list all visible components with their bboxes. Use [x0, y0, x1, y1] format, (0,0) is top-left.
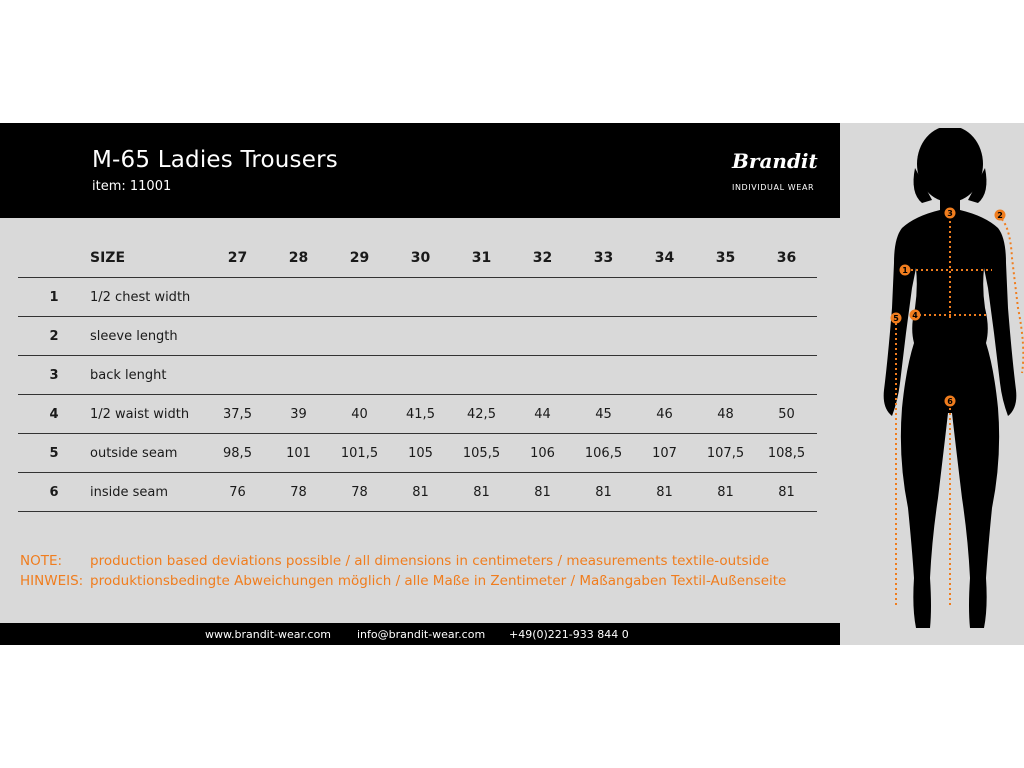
table-cell [634, 317, 695, 356]
table-cell: 81 [451, 473, 512, 512]
table-cell: 48 [695, 395, 756, 434]
note-row-de [20, 571, 786, 591]
table-cell: 78 [329, 473, 390, 512]
table-cell: 78 [268, 473, 329, 512]
table-cell: 101 [268, 434, 329, 473]
row-number: 2 [18, 317, 90, 356]
table-cell: 50 [756, 395, 817, 434]
table-row [18, 434, 817, 473]
table-cell: 108,5 [756, 434, 817, 473]
table-cell [268, 317, 329, 356]
table-cell [634, 278, 695, 317]
table-row [18, 473, 817, 512]
table-cell [695, 356, 756, 395]
row-label: 1/2 chest width [90, 278, 207, 317]
size-table [18, 239, 817, 512]
table-cell: 105,5 [451, 434, 512, 473]
phone-number: +49(0)221-933 844 0 [509, 628, 629, 641]
table-cell: 42,5 [451, 395, 512, 434]
size-header-cell: 33 [573, 239, 634, 278]
table-cell: 106,5 [573, 434, 634, 473]
table-cell: 107,5 [695, 434, 756, 473]
row-label: inside seam [90, 473, 207, 512]
marker-label: 3 [947, 209, 953, 218]
table-cell: 98,5 [207, 434, 268, 473]
table-cell: 81 [512, 473, 573, 512]
table-cell: 107 [634, 434, 695, 473]
header-num-cell [18, 239, 90, 278]
note-text: produktionsbedingte Abweichungen möglich / alle Maße in Zentimeter / Maßangaben Textil-Außenseite [90, 573, 787, 589]
table-cell [207, 356, 268, 395]
size-header-cell: 29 [329, 239, 390, 278]
table-cell [451, 317, 512, 356]
table-row [18, 356, 817, 395]
marker-label: 5 [893, 314, 899, 323]
table-cell [390, 356, 451, 395]
woman-silhouette-icon [870, 128, 1024, 643]
email-link[interactable]: info@brandit-wear.com [357, 628, 486, 641]
table-cell: 46 [634, 395, 695, 434]
marker-label: 6 [947, 397, 953, 406]
table-cell [390, 317, 451, 356]
table-cell [756, 356, 817, 395]
size-header-cell: 31 [451, 239, 512, 278]
website-link[interactable]: www.brandit-wear.com [205, 628, 332, 641]
table-cell [512, 317, 573, 356]
brand-logo [732, 149, 822, 199]
item-number: item: 11001 [92, 179, 172, 194]
table-cell [268, 278, 329, 317]
measurement-figure [870, 128, 1024, 643]
table-cell: 106 [512, 434, 573, 473]
table-cell [512, 278, 573, 317]
table-cell [695, 278, 756, 317]
table-cell: 81 [634, 473, 695, 512]
table-cell [329, 278, 390, 317]
row-label: outside seam [90, 434, 207, 473]
table-cell [756, 317, 817, 356]
table-cell [573, 278, 634, 317]
table-row [18, 317, 817, 356]
table-cell: 37,5 [207, 395, 268, 434]
table-cell [512, 356, 573, 395]
size-header-cell: 27 [207, 239, 268, 278]
brand-logo-word: Brandit [732, 149, 818, 173]
marker-label: 2 [997, 211, 1003, 220]
table-row [18, 278, 817, 317]
size-header-row [18, 239, 817, 278]
row-number: 4 [18, 395, 90, 434]
table-cell: 45 [573, 395, 634, 434]
table-cell: 81 [695, 473, 756, 512]
size-header-cell: 28 [268, 239, 329, 278]
row-label: sleeve length [90, 317, 207, 356]
table-cell: 41,5 [390, 395, 451, 434]
table-cell: 76 [207, 473, 268, 512]
row-number: 3 [18, 356, 90, 395]
table-row [18, 395, 817, 434]
table-cell [573, 356, 634, 395]
table-cell: 105 [390, 434, 451, 473]
size-header-cell: 36 [756, 239, 817, 278]
size-header-cell: 34 [634, 239, 695, 278]
contact-footer [0, 623, 840, 645]
table-cell [207, 317, 268, 356]
marker-label: 1 [902, 266, 908, 275]
table-cell [329, 317, 390, 356]
row-number: 5 [18, 434, 90, 473]
notes-block [20, 551, 786, 591]
brand-logo-subtitle: INDIVIDUAL WEAR [732, 183, 815, 192]
row-label: 1/2 waist width [90, 395, 207, 434]
table-cell: 44 [512, 395, 573, 434]
size-header-label: SIZE [90, 239, 207, 278]
table-cell: 39 [268, 395, 329, 434]
row-label: back lenght [90, 356, 207, 395]
product-title: M-65 Ladies Trousers [92, 147, 338, 173]
table-cell [451, 356, 512, 395]
table-cell [329, 356, 390, 395]
table-cell [573, 317, 634, 356]
size-table-body [18, 278, 817, 512]
table-cell [390, 278, 451, 317]
header-bar [0, 123, 840, 218]
note-row-en [20, 551, 786, 571]
table-cell [451, 278, 512, 317]
table-cell [207, 278, 268, 317]
table-cell [268, 356, 329, 395]
size-chart-sheet [0, 123, 1024, 645]
table-cell: 81 [390, 473, 451, 512]
marker-label: 4 [912, 311, 918, 320]
table-cell: 101,5 [329, 434, 390, 473]
row-number: 1 [18, 278, 90, 317]
row-number: 6 [18, 473, 90, 512]
size-header-cell: 32 [512, 239, 573, 278]
size-header-cell: 30 [390, 239, 451, 278]
note-key: NOTE: [20, 553, 63, 569]
table-cell [695, 317, 756, 356]
table-cell [634, 356, 695, 395]
note-key: HINWEIS: [20, 573, 84, 589]
table-cell: 81 [756, 473, 817, 512]
table-cell: 40 [329, 395, 390, 434]
table-cell [756, 278, 817, 317]
table-cell: 81 [573, 473, 634, 512]
size-header-cell: 35 [695, 239, 756, 278]
note-text: production based deviations possible / all dimensions in centimeters / measurements textile-outside [90, 553, 770, 569]
